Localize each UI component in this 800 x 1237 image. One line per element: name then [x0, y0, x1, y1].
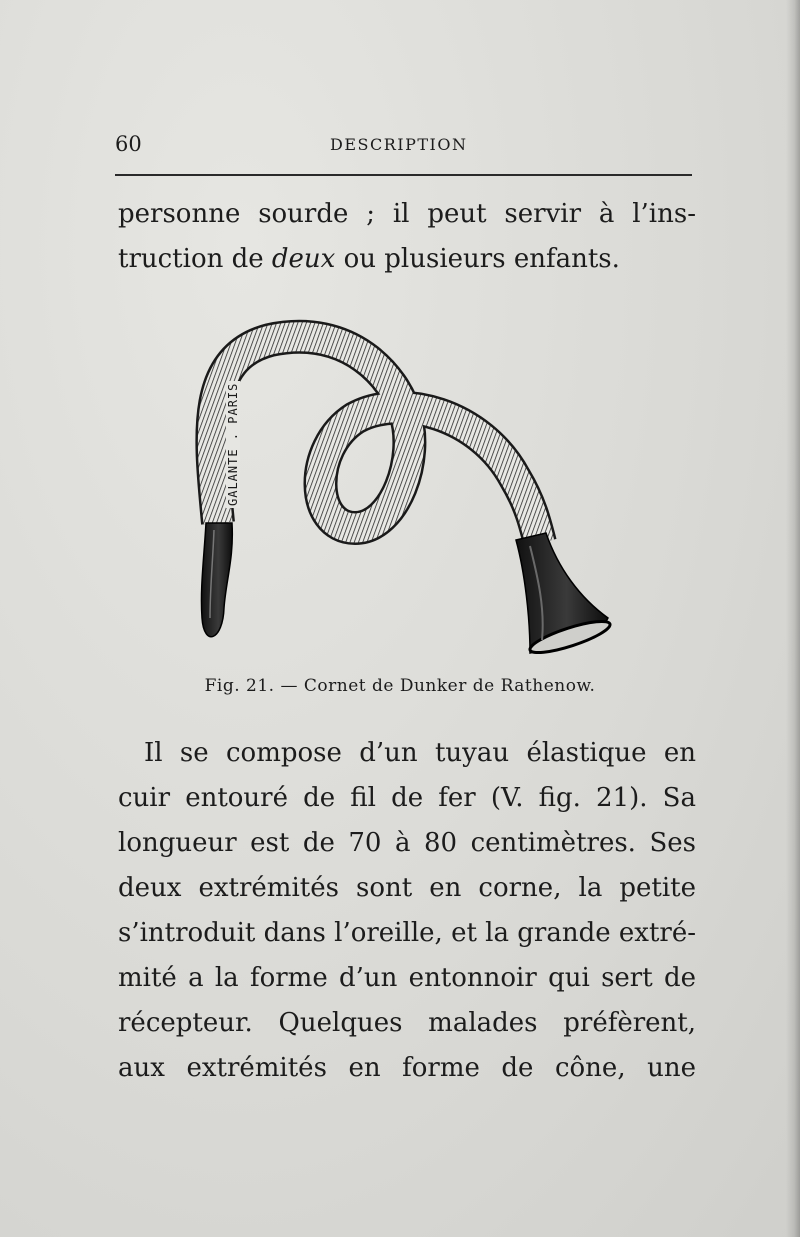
page-edge-shadow — [786, 0, 800, 1237]
body-line-7: récepteur. Quelques malades préfèrent, — [118, 1008, 696, 1038]
body-line-5: s’introduit dans l’oreille, et la grande extré- — [118, 918, 696, 948]
emphasis-deux: deux — [271, 244, 336, 274]
intro-paragraph — [118, 192, 696, 282]
ear-trumpet-illustration — [180, 318, 630, 663]
page-number: 60 — [115, 132, 142, 156]
body-paragraph — [118, 731, 696, 1091]
body-line-1: Il se compose d’un tuyau élastique en — [144, 738, 696, 768]
running-head: DESCRIPTION — [330, 135, 468, 154]
intro-line-1: personne sourde ; il peut servir à l’ins- — [118, 199, 696, 229]
maker-stamp: GALANTE . PARIS — [226, 382, 240, 506]
body-line-4: deux extrémités sont en corne, la petite — [118, 873, 696, 903]
body-line-8: aux extrémités en forme de cône, une — [118, 1053, 696, 1083]
intro-line-2 — [118, 237, 696, 282]
body-line-6: mité a la forme d’un entonnoir qui sert de — [118, 963, 696, 993]
figure-caption: Fig. 21. — Cornet de Dunker de Rathenow. — [204, 676, 596, 696]
figure-ear-trumpet — [180, 318, 630, 663]
header-rule — [115, 174, 692, 176]
page-header — [115, 132, 690, 158]
intro-text: truction de — [118, 244, 272, 274]
intro-text-end: ou plusieurs enfants. — [335, 244, 620, 274]
body-line-3: longueur est de 70 à 80 centimètres. Ses — [118, 828, 696, 858]
body-line-2: cuir entouré de fil de fer (V. fig. 21). Sa — [118, 783, 696, 813]
